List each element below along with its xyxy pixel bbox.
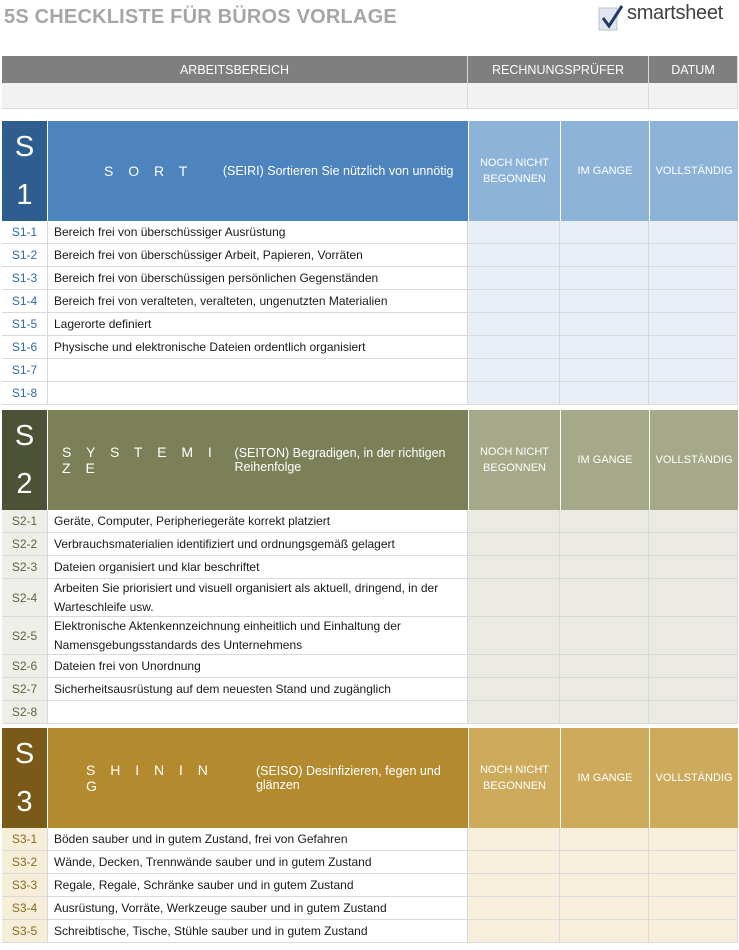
not-started-cell[interactable]: [468, 244, 560, 266]
item-text[interactable]: Physische und elektronische Dateien ordentlich organisiert: [48, 336, 468, 358]
item-text[interactable]: Regale, Regale, Schränke sauber und in gutem Zustand: [48, 874, 468, 896]
checkmark-icon: [598, 4, 624, 32]
area-input-cell[interactable]: [2, 83, 468, 109]
complete-cell[interactable]: [649, 828, 738, 850]
not-started-cell[interactable]: [468, 221, 560, 243]
not-started-cell[interactable]: [468, 533, 560, 555]
section-header: [2, 410, 738, 510]
section-word: S H I N I N G: [86, 762, 214, 794]
item-text[interactable]: Bereich frei von überschüssigen persönlichen Gegenständen: [48, 267, 468, 289]
item-text[interactable]: Lagerorte definiert: [48, 313, 468, 335]
not-started-cell[interactable]: [468, 897, 560, 919]
not-started-cell[interactable]: [468, 828, 560, 850]
not-started-cell[interactable]: [468, 579, 560, 616]
item-text[interactable]: Dateien organisiert und klar beschriftet: [48, 556, 468, 578]
complete-cell[interactable]: [649, 533, 738, 555]
item-id: S3-4: [2, 897, 48, 919]
header-area: ARBEITSBEREICH: [2, 56, 468, 83]
item-text[interactable]: Geräte, Computer, Peripheriegeräte korrekt platziert: [48, 510, 468, 532]
status-not-started-header: NOCH NICHT BEGONNEN: [468, 728, 560, 828]
section-letter: S: [14, 419, 35, 452]
in-progress-cell[interactable]: [560, 221, 649, 243]
not-started-cell[interactable]: [468, 617, 560, 654]
not-started-cell[interactable]: [468, 701, 560, 723]
complete-cell[interactable]: [649, 244, 738, 266]
in-progress-cell[interactable]: [560, 617, 649, 654]
item-text[interactable]: Ausrüstung, Vorräte, Werkzeuge sauber und in gutem Zustand: [48, 897, 468, 919]
item-id: S3-5: [2, 920, 48, 942]
item-id: S2-5: [2, 617, 48, 654]
checklist-row: [2, 267, 738, 290]
status-in-progress-header: IM GANGE: [560, 121, 649, 221]
not-started-cell[interactable]: [468, 359, 560, 381]
auditor-input-cell[interactable]: [468, 83, 649, 109]
item-id: S1-7: [2, 359, 48, 381]
item-text[interactable]: Böden sauber und in gutem Zustand, frei von Gefahren: [48, 828, 468, 850]
section-word: S Y S T E M I Z E: [62, 444, 218, 476]
not-started-cell[interactable]: [468, 851, 560, 873]
checklist-row: [2, 221, 738, 244]
section-letter: S: [14, 130, 35, 163]
item-id: S2-6: [2, 655, 48, 677]
checklist-row: [2, 655, 738, 678]
checklist-row: [2, 897, 738, 920]
item-text[interactable]: Dateien frei von Unordnung: [48, 655, 468, 677]
in-progress-cell[interactable]: [560, 828, 649, 850]
complete-cell[interactable]: [649, 359, 738, 381]
section-header: [2, 728, 738, 828]
not-started-cell[interactable]: [468, 556, 560, 578]
status-in-progress-header: IM GANGE: [560, 728, 649, 828]
audit-input-row: [2, 83, 738, 109]
checklist-row: [2, 617, 738, 655]
in-progress-cell[interactable]: [560, 267, 649, 289]
in-progress-cell[interactable]: [560, 313, 649, 335]
item-text[interactable]: [48, 701, 468, 723]
complete-cell[interactable]: [649, 336, 738, 358]
not-started-cell[interactable]: [468, 267, 560, 289]
section-badge: [2, 410, 48, 510]
section-title: [48, 728, 468, 828]
checklist-row: [2, 556, 738, 579]
item-text[interactable]: Bereich frei von überschüssiger Ausrüstung: [48, 221, 468, 243]
checklist-row: [2, 290, 738, 313]
checklist-row: [2, 336, 738, 359]
in-progress-cell[interactable]: [560, 510, 649, 532]
not-started-cell[interactable]: [468, 382, 560, 404]
section-header: [2, 121, 738, 221]
in-progress-cell[interactable]: [560, 701, 649, 723]
not-started-cell[interactable]: [468, 874, 560, 896]
checklist-row: [2, 678, 738, 701]
item-id: S1-3: [2, 267, 48, 289]
in-progress-cell[interactable]: [560, 851, 649, 873]
in-progress-cell[interactable]: [560, 336, 649, 358]
section-subtitle: (SEITON) Begradigen, in der richtigen Reihenfolge: [234, 446, 446, 474]
complete-cell[interactable]: [649, 617, 738, 654]
complete-cell[interactable]: [649, 920, 738, 942]
section-word: S O R T: [104, 163, 193, 179]
item-id: S2-1: [2, 510, 48, 532]
in-progress-cell[interactable]: [560, 359, 649, 381]
item-id: S2-4: [2, 579, 48, 616]
in-progress-cell[interactable]: [560, 244, 649, 266]
item-id: S1-2: [2, 244, 48, 266]
item-id: S1-4: [2, 290, 48, 312]
item-id: S2-3: [2, 556, 48, 578]
in-progress-cell[interactable]: [560, 382, 649, 404]
checklist-row: [2, 244, 738, 267]
item-text[interactable]: Elektronische Aktenkennzeichnung einheitlich und Einhaltung der Namensgebungsstandards des Unternehmens: [48, 617, 468, 654]
item-id: S2-7: [2, 678, 48, 700]
item-text[interactable]: Schreibtische, Tische, Stühle sauber und in gutem Zustand: [48, 920, 468, 942]
not-started-cell[interactable]: [468, 290, 560, 312]
complete-cell[interactable]: [649, 556, 738, 578]
status-complete-header: VOLLSTÄNDIG: [649, 121, 738, 221]
item-text[interactable]: Arbeiten Sie priorisiert und visuell organisiert als aktuell, dringend, in der Warteschleife usw.: [48, 579, 468, 616]
section-s3: [2, 728, 738, 943]
section-letter: S: [14, 737, 35, 770]
complete-cell[interactable]: [649, 897, 738, 919]
in-progress-cell[interactable]: [560, 579, 649, 616]
in-progress-cell[interactable]: [560, 533, 649, 555]
audit-info-table: [2, 56, 738, 109]
item-id: S3-1: [2, 828, 48, 850]
status-not-started-header: NOCH NICHT BEGONNEN: [468, 121, 560, 221]
in-progress-cell[interactable]: [560, 290, 649, 312]
checklist-row: [2, 920, 738, 943]
section-s1: [2, 121, 738, 405]
section-number: 3: [16, 785, 33, 818]
section-subtitle: (SEISO) Desinfizieren, fegen und glänzen: [255, 764, 441, 792]
checklist-row: [2, 828, 738, 851]
complete-cell[interactable]: [649, 678, 738, 700]
complete-cell[interactable]: [649, 290, 738, 312]
section-badge: [2, 728, 48, 828]
complete-cell[interactable]: [649, 874, 738, 896]
item-id: S1-1: [2, 221, 48, 243]
item-id: S1-6: [2, 336, 48, 358]
not-started-cell[interactable]: [468, 920, 560, 942]
not-started-cell[interactable]: [468, 678, 560, 700]
item-id: S1-5: [2, 313, 48, 335]
status-complete-header: VOLLSTÄNDIG: [649, 410, 738, 510]
status-complete-header: VOLLSTÄNDIG: [649, 728, 738, 828]
item-id: S3-3: [2, 874, 48, 896]
complete-cell[interactable]: [649, 221, 738, 243]
in-progress-cell[interactable]: [560, 556, 649, 578]
checklist-row: [2, 851, 738, 874]
section-s2: [2, 410, 738, 724]
checklist-row: [2, 382, 738, 405]
item-id: S3-2: [2, 851, 48, 873]
complete-cell[interactable]: [649, 851, 738, 873]
item-id: S2-2: [2, 533, 48, 555]
status-not-started-header: NOCH NICHT BEGONNEN: [468, 410, 560, 510]
complete-cell[interactable]: [649, 382, 738, 404]
complete-cell[interactable]: [649, 510, 738, 532]
checklist-row: [2, 533, 738, 556]
complete-cell[interactable]: [649, 313, 738, 335]
not-started-cell[interactable]: [468, 336, 560, 358]
logo-text: smartsheet: [627, 2, 723, 24]
section-number: 2: [16, 467, 33, 500]
complete-cell[interactable]: [649, 267, 738, 289]
not-started-cell[interactable]: [468, 655, 560, 677]
not-started-cell[interactable]: [468, 510, 560, 532]
item-text[interactable]: [48, 359, 468, 381]
section-subtitle: (SEIRI) Sortieren Sie nützlich von unnötig: [222, 164, 454, 178]
audit-header-row: [2, 56, 738, 83]
header-date: DATUM: [649, 56, 738, 83]
in-progress-cell[interactable]: [560, 920, 649, 942]
status-in-progress-header: IM GANGE: [560, 410, 649, 510]
section-number: 1: [16, 178, 33, 211]
item-id: S2-8: [2, 701, 48, 723]
checklist-row: [2, 359, 738, 382]
section-title: [48, 121, 468, 221]
checklist-row: [2, 313, 738, 336]
in-progress-cell[interactable]: [560, 897, 649, 919]
header-auditor: RECHNUNGSPRÜFER: [468, 56, 649, 83]
section-title: [48, 410, 468, 510]
in-progress-cell[interactable]: [560, 874, 649, 896]
item-text[interactable]: Wände, Decken, Trennwände sauber und in gutem Zustand: [48, 851, 468, 873]
checklist-row: [2, 701, 738, 724]
section-badge: [2, 121, 48, 221]
complete-cell[interactable]: [649, 579, 738, 616]
not-started-cell[interactable]: [468, 313, 560, 335]
complete-cell[interactable]: [649, 701, 738, 723]
item-text[interactable]: Bereich frei von veralteten, veralteten, ungenutzten Materialien: [48, 290, 468, 312]
in-progress-cell[interactable]: [560, 678, 649, 700]
item-id: S1-8: [2, 382, 48, 404]
checklist-row: [2, 510, 738, 533]
item-text[interactable]: [48, 382, 468, 404]
complete-cell[interactable]: [649, 655, 738, 677]
item-text[interactable]: Bereich frei von überschüssiger Arbeit, Papieren, Vorräten: [48, 244, 468, 266]
page-title: 5S CHECKLISTE FÜR BÜROS VORLAGE: [4, 6, 397, 28]
checklist-row: [2, 874, 738, 897]
date-input-cell[interactable]: [649, 83, 738, 109]
checklist-row: [2, 579, 738, 617]
item-text[interactable]: Verbrauchsmaterialien identifiziert und ordnungsgemäß gelagert: [48, 533, 468, 555]
item-text[interactable]: Sicherheitsausrüstung auf dem neuesten Stand und zugänglich: [48, 678, 468, 700]
smartsheet-logo: [598, 2, 738, 34]
in-progress-cell[interactable]: [560, 655, 649, 677]
